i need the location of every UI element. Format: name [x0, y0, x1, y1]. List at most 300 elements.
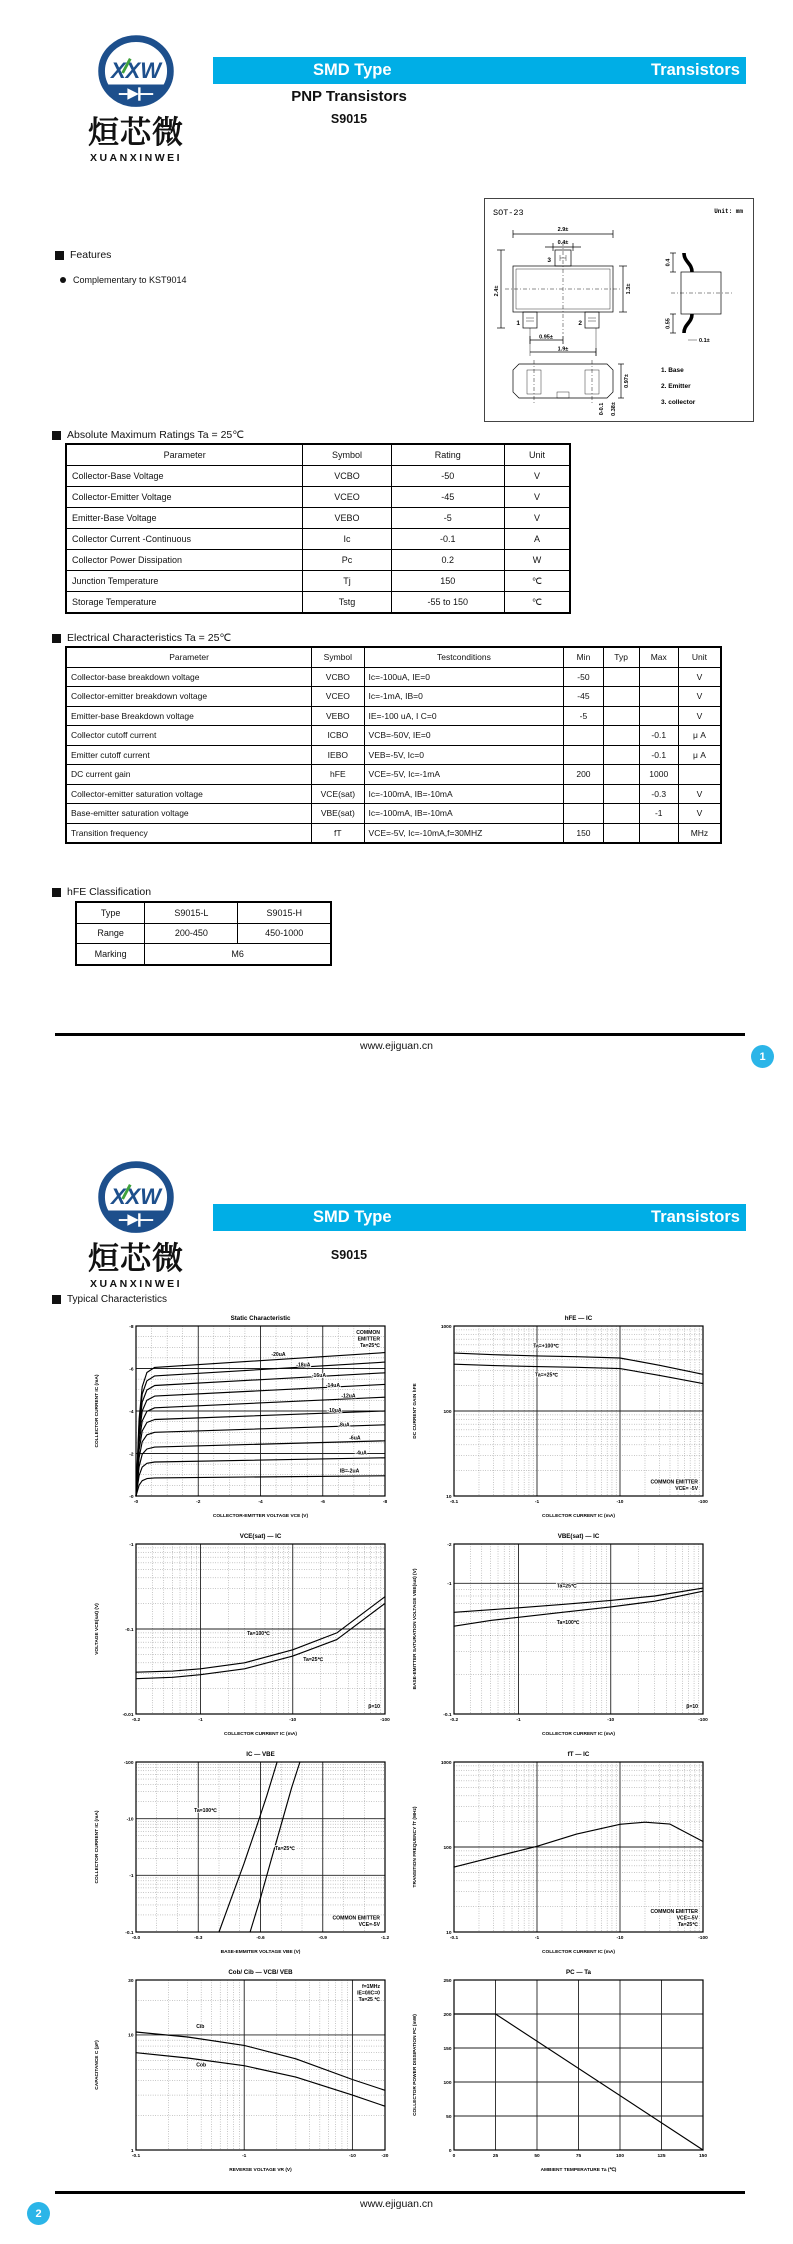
series-label: -20uA — [271, 1351, 286, 1358]
x-tick-label: -10 — [607, 1718, 615, 1723]
table-cell: Collector Power Dissipation — [66, 550, 303, 571]
series-label: Cob — [196, 2062, 207, 2069]
typical-characteristics-heading: Typical Characteristics — [52, 1294, 167, 1305]
chart-pc-vs-ta — [408, 1965, 713, 2181]
table-cell: VCE=-5V, Ic=-1mA — [364, 765, 564, 785]
y-axis-label: DC CURRENT GAIN hFE — [413, 1383, 418, 1439]
table-cell — [603, 823, 639, 843]
package-outline-box — [484, 198, 754, 422]
table-cell: 150 — [391, 571, 504, 592]
square-bullet-icon — [52, 1295, 61, 1304]
chart-note: IE=0/IC=0 — [357, 1990, 380, 1997]
y-tick-label: -0.1 — [125, 1627, 134, 1633]
table-row — [66, 823, 721, 843]
table-cell: VCE(sat) — [312, 784, 364, 804]
table-cell: -45 — [391, 487, 504, 508]
chart-title: fT — IC — [567, 1751, 590, 1758]
table-cell: Collector Current -Continuous — [66, 529, 303, 550]
table-cell: Ic — [303, 529, 391, 550]
x-tick-label: -0.9 — [318, 1936, 327, 1941]
absolute-maximum-ratings-table — [65, 443, 571, 614]
table-cell: Junction Temperature — [66, 571, 303, 592]
table-cell: Marking — [76, 944, 145, 965]
features-heading: Features — [55, 249, 111, 261]
abs-max-heading: Absolute Maximum Ratings Ta = 25℃ — [52, 429, 244, 441]
table-cell — [639, 823, 678, 843]
table-cell: V — [678, 784, 721, 804]
x-axis-label: COLLECTOR CURRENT IC (mA) — [542, 1732, 615, 1737]
brand-name-en: XUANXINWEI — [89, 152, 183, 164]
y-tick-label: -8 — [129, 1324, 134, 1330]
dim-standoff: 0-0.1 — [599, 402, 605, 416]
table-cell: Storage Temperature — [66, 592, 303, 614]
table-row — [66, 550, 570, 571]
table-cell: ℃ — [504, 571, 570, 592]
table-cell: Emitter cutoff current — [66, 745, 312, 765]
table-cell: Collector-Emitter Voltage — [66, 487, 303, 508]
chart-ic-vs-vbe — [90, 1747, 395, 1963]
x-tick-label: 125 — [657, 2154, 666, 2159]
x-axis-label: REVERSE VOLTAGE VR (V) — [229, 2168, 292, 2173]
pin-number-3: 3 — [547, 257, 551, 264]
table-cell: VEB=-5V, Ic=0 — [364, 745, 564, 765]
chart-title: Cob/ Cib — VCB/ VEB — [228, 1969, 293, 1976]
chart-note: COMMON — [356, 1330, 380, 1336]
table-row — [66, 592, 570, 614]
y-tick-label: -1 — [447, 1582, 452, 1588]
column-header: Max — [639, 647, 678, 667]
x-tick-label: -0.1 — [131, 2154, 141, 2159]
table-cell: V — [504, 487, 570, 508]
x-tick-label: 25 — [492, 2154, 499, 2159]
chart-note: EMITTER — [357, 1336, 380, 1343]
table-cell: -55 to 150 — [391, 592, 504, 614]
table-cell: Pc — [303, 550, 391, 571]
y-tick-label: -0.1 — [125, 1930, 134, 1936]
website-link[interactable]: www.ejiguan.cn — [360, 2198, 433, 2210]
x-tick-label: -0.6 — [256, 1936, 265, 1941]
table-cell — [603, 765, 639, 785]
series-label: -14uA — [325, 1383, 341, 1390]
table-cell: Emitter-base Breakdown voltage — [66, 706, 312, 726]
table-row — [66, 726, 721, 746]
table-cell: IEBO — [312, 745, 364, 765]
table-cell — [564, 726, 603, 746]
pin-number-1: 1 — [516, 320, 520, 327]
series-label: -8uA — [338, 1422, 350, 1429]
dim-span: 1.9± — [557, 346, 569, 353]
x-tick-label: -1 — [534, 1500, 540, 1505]
x-axis-label: COLLECTOR CURRENT IC (mA) — [224, 1732, 297, 1737]
x-tick-label: -0.2 — [449, 1718, 459, 1723]
table-row — [76, 923, 331, 944]
x-tick-label: -1.2 — [380, 1936, 390, 1941]
table-cell: V — [678, 687, 721, 707]
chart-title: Static Characteristic — [230, 1315, 291, 1322]
column-header: Unit — [678, 647, 721, 667]
x-tick-label: -10 — [348, 2154, 356, 2159]
square-bullet-icon — [52, 431, 61, 440]
banner-transistors: Transistors — [651, 1208, 740, 1226]
y-axis-label: BASE-EMITTER SATURATION VOLTAGE VBE(sat) (V) — [413, 1568, 418, 1690]
table-row — [66, 784, 721, 804]
y-tick-label: -0 — [129, 1494, 134, 1500]
website-link[interactable]: www.ejiguan.cn — [360, 1040, 433, 1052]
table-cell: Ic=-100mA, IB=-10mA — [364, 804, 564, 824]
brand-name-en: XUANXINWEI — [89, 1278, 183, 1290]
series-Ta=+100C — [454, 1353, 703, 1374]
dim-body-width: 2.9± — [557, 227, 569, 233]
table-cell: Collector-base breakdown voltage — [66, 667, 312, 687]
series-label: -10uA — [327, 1408, 342, 1415]
table-cell: V — [504, 508, 570, 529]
x-axis-label: COLLECTOR-EMITTER VOLTAGE VCE (V) — [212, 1514, 309, 1519]
table-cell: 0.2 — [391, 550, 504, 571]
page-number-badge: 1 — [751, 1045, 774, 1068]
y-axis-label: CAPACITANCE C (pF) — [95, 2040, 100, 2090]
y-tick-label: -1 — [129, 1874, 134, 1880]
doc-subtitle: PNP Transistors — [291, 88, 407, 105]
table-row — [66, 466, 570, 487]
chart-vbe-sat-vs-ic — [408, 1529, 713, 1745]
banner-smd-type: SMD Type — [313, 1208, 392, 1226]
x-tick-label: 150 — [698, 2154, 708, 2159]
y-tick-label: -1 — [129, 1542, 134, 1548]
table-cell: Type — [76, 902, 145, 923]
column-header: Unit — [504, 444, 570, 466]
x-tick-label: -0.1 — [449, 1500, 459, 1505]
table-cell: V — [678, 804, 721, 824]
table-cell: μ A — [678, 726, 721, 746]
chart-note: β=10 — [686, 1704, 698, 1710]
table-cell: W — [504, 550, 570, 571]
table-cell: V — [678, 706, 721, 726]
x-tick-label: -0 — [133, 1500, 139, 1505]
table-cell: -45 — [564, 687, 603, 707]
chart-note: β=10 — [368, 1704, 380, 1710]
x-tick-label: -10 — [616, 1936, 624, 1941]
table-row — [66, 508, 570, 529]
x-tick-label: 100 — [615, 2154, 625, 2159]
series-label: -6uA — [349, 1435, 361, 1442]
table-cell — [603, 667, 639, 687]
column-header: Symbol — [312, 647, 364, 667]
square-bullet-icon — [55, 251, 64, 260]
table-cell: Ic=-100uA, IE=0 — [364, 667, 564, 687]
table-cell: Ic=-1mA, IB=0 — [364, 687, 564, 707]
table-row — [66, 765, 721, 785]
part-number: S9015 — [330, 112, 368, 126]
hfe-classification-table — [75, 901, 332, 966]
y-tick-label: -0.1 — [443, 1712, 452, 1718]
table-cell: V — [504, 466, 570, 487]
table-row — [66, 571, 570, 592]
x-tick-label: -100 — [698, 1500, 708, 1505]
brand-name-cn: 烜芯微 — [88, 1241, 184, 1277]
table-cell: Collector-emitter saturation voltage — [66, 784, 312, 804]
x-tick-label: -0.0 — [131, 1936, 141, 1941]
y-tick-label: -2 — [129, 1452, 134, 1458]
table-cell — [603, 804, 639, 824]
table-cell: -50 — [391, 466, 504, 487]
series-label: Ta=100℃ — [247, 1630, 270, 1637]
table-cell: -50 — [564, 667, 603, 687]
package-name: SOT-23 — [493, 208, 524, 218]
y-tick-label: 50 — [446, 2114, 452, 2120]
table-cell: Collector-Base Voltage — [66, 466, 303, 487]
y-tick-label: 10 — [446, 1494, 452, 1500]
series-label: Ta=25℃ — [303, 1657, 324, 1664]
series-label: Ta=+25℃ — [535, 1372, 559, 1379]
page-number-badge: 2 — [27, 2202, 50, 2225]
y-tick-label: 200 — [443, 2012, 452, 2018]
column-header: Rating — [391, 444, 504, 466]
table-cell: Tstg — [303, 592, 391, 614]
chart-note: Ta=25℃ — [360, 1342, 380, 1349]
table-cell: 450-1000 — [238, 923, 331, 944]
y-tick-label: 1 — [130, 2148, 134, 2154]
x-tick-label: -1 — [534, 1936, 540, 1941]
table-cell: Transition frequency — [66, 823, 312, 843]
package-unit: Unit: mm — [714, 208, 743, 215]
package-drawing — [485, 199, 753, 421]
series-label: IB=-2uA — [339, 1468, 360, 1475]
table-cell — [564, 804, 603, 824]
banner-transistors: Transistors — [651, 61, 740, 79]
x-tick-label: -0.3 — [194, 1936, 203, 1941]
x-tick-label: -4 — [258, 1500, 263, 1505]
table-cell: VCE=-5V, Ic=-10mA,f=30MHZ — [364, 823, 564, 843]
y-tick-label: 100 — [443, 2080, 452, 2086]
x-tick-label: -2 — [196, 1500, 201, 1505]
table-cell: ℃ — [504, 592, 570, 614]
x-tick-label: -10 — [616, 1500, 624, 1505]
x-tick-label: -1 — [242, 2154, 247, 2159]
y-axis-label: COLLECTOR CURRENT IC (mA) — [95, 1810, 100, 1884]
table-cell: A — [504, 529, 570, 550]
series-Ta=100C — [219, 1762, 277, 1932]
square-bullet-icon — [52, 888, 61, 897]
chart-capacitance-vs-reverse-voltage — [90, 1965, 395, 2181]
table-cell: Base-emitter saturation voltage — [66, 804, 312, 824]
x-tick-label: -0.1 — [449, 1936, 459, 1941]
brand-logo — [76, 34, 196, 164]
chart-note: VCE=-5V — [676, 1915, 698, 1922]
x-tick-label: -1 — [516, 1718, 521, 1723]
x-tick-label: -1 — [198, 1718, 203, 1723]
pin-number-2: 2 — [578, 320, 582, 327]
logo-mark-text: XXW — [110, 57, 162, 83]
column-header: Min — [564, 647, 603, 667]
table-cell: DC current gain — [66, 765, 312, 785]
table-cell: VCBO — [312, 667, 364, 687]
x-tick-label: -6 — [320, 1500, 325, 1505]
table-cell — [603, 726, 639, 746]
chart-title: VBE(sat) — IC — [557, 1533, 600, 1540]
chart-note: COMMON EMITTER — [650, 1909, 698, 1916]
y-tick-label: 150 — [443, 2046, 452, 2052]
table-cell: V — [678, 667, 721, 687]
chart-note: COMMON EMITTER — [650, 1479, 698, 1486]
x-tick-label: -100 — [380, 1718, 390, 1723]
table-row — [76, 902, 331, 923]
y-axis-label: VOLTAGE VCE(sat) (V) — [95, 1603, 100, 1655]
footer-rule — [55, 1033, 745, 1036]
table-cell: VBE(sat) — [312, 804, 364, 824]
series-label: Ta=100℃ — [194, 1808, 217, 1815]
table-cell — [678, 765, 721, 785]
y-tick-label: 100 — [443, 1845, 452, 1851]
footer-rule — [55, 2191, 745, 2194]
y-tick-label: -4 — [129, 1409, 134, 1415]
table-cell: -5 — [391, 508, 504, 529]
table-cell — [639, 706, 678, 726]
hfe-classification-heading: hFE Classification — [52, 886, 151, 898]
table-row — [66, 706, 721, 726]
square-bullet-icon — [52, 634, 61, 643]
y-tick-label: 250 — [443, 1978, 452, 1984]
chart-note: VCE= -5V — [675, 1486, 698, 1492]
part-number: S9015 — [330, 1248, 368, 1262]
dim-lead-width: 0.38± — [611, 402, 617, 416]
table-cell — [639, 667, 678, 687]
dim-lead-bottom: 0.55 — [665, 318, 672, 329]
electrical-characteristics-table — [65, 646, 722, 844]
chart-static-characteristic — [90, 1311, 395, 1527]
y-tick-label: 1000 — [440, 1760, 452, 1766]
table-cell: VCEO — [303, 487, 391, 508]
x-axis-label: AMBIENT TEMPERATURE Ta (℃) — [540, 2168, 617, 2173]
table-cell: -0.3 — [639, 784, 678, 804]
chart-title: PC — Ta — [566, 1969, 591, 1976]
dim-tab-width: 0.4± — [557, 240, 569, 246]
series-label: -4uA — [355, 1450, 367, 1457]
y-tick-label: -0.01 — [122, 1712, 134, 1718]
table-cell: fT — [312, 823, 364, 843]
table-cell: Collector-emitter breakdown voltage — [66, 687, 312, 707]
table-cell: Emitter-Base Voltage — [66, 508, 303, 529]
table-header-row — [66, 444, 570, 466]
table-cell — [639, 687, 678, 707]
table-cell: -0.1 — [639, 745, 678, 765]
table-cell: ICBO — [312, 726, 364, 746]
table-cell: μ A — [678, 745, 721, 765]
y-tick-label: 10 — [446, 1930, 452, 1936]
chart-note: COMMON EMITTER — [332, 1915, 380, 1922]
brand-logo-icon — [93, 1160, 179, 1238]
x-tick-label: 75 — [575, 2154, 582, 2159]
series-label: Ta=100℃ — [556, 1619, 580, 1626]
table-row — [76, 944, 331, 965]
table-cell — [603, 687, 639, 707]
x-axis-label: BASE-EMMITER VOLTAGE VBE (V) — [220, 1950, 301, 1955]
chart-note: VCE=-5V — [358, 1922, 380, 1928]
series-Ta=25C — [454, 1588, 703, 1612]
pin-legend-emitter: 2. Emitter — [661, 383, 691, 390]
series-label: Ta=25℃ — [275, 1845, 295, 1852]
table-cell: 200 — [564, 765, 603, 785]
x-tick-label: -100 — [698, 1718, 708, 1723]
y-tick-label: 10 — [128, 2033, 134, 2039]
table-cell: S9015-L — [145, 902, 238, 923]
table-cell: 200-450 — [145, 923, 238, 944]
chart-note: Ta=25℃ — [678, 1922, 698, 1928]
brand-name-cn: 烜芯微 — [88, 115, 184, 151]
y-tick-label: -6 — [129, 1367, 134, 1373]
table-row — [66, 745, 721, 765]
series-Ta=25C — [136, 1603, 385, 1678]
x-tick-label: 0 — [452, 2154, 456, 2159]
column-header: Testconditions — [364, 647, 564, 667]
table-header-row — [66, 647, 721, 667]
y-tick-label: -100 — [123, 1760, 134, 1766]
table-cell — [603, 745, 639, 765]
series-label: Cib — [196, 2023, 205, 2030]
x-tick-label: 50 — [534, 2154, 540, 2159]
series-label: -16uA — [311, 1373, 327, 1379]
chart-title: hFE — IC — [564, 1315, 593, 1322]
table-cell: M6 — [145, 944, 331, 965]
table-cell: VCEO — [312, 687, 364, 707]
x-axis-label: COLLECTOR CURRENT IC (mA) — [542, 1514, 615, 1519]
table-cell: Tj — [303, 571, 391, 592]
column-header: Parameter — [66, 647, 312, 667]
table-row — [66, 687, 721, 707]
table-cell: 1000 — [639, 765, 678, 785]
table-cell: MHz — [678, 823, 721, 843]
y-axis-label: COLLECTOR CURRENT IC (mA) — [95, 1374, 100, 1448]
x-tick-label: -8 — [382, 1500, 388, 1505]
y-tick-label: 30 — [128, 1978, 134, 1984]
table-cell: VEBO — [312, 706, 364, 726]
header-banner — [213, 57, 746, 84]
table-cell: Range — [76, 923, 145, 944]
column-header: Symbol — [303, 444, 391, 466]
table-cell: -1 — [639, 804, 678, 824]
table-cell — [603, 784, 639, 804]
table-cell: Collector cutoff current — [66, 726, 312, 746]
brand-logo-icon — [93, 34, 179, 112]
dim-height: 0.97± — [624, 374, 630, 388]
brand-logo — [76, 1160, 196, 1290]
table-cell: -5 — [564, 706, 603, 726]
x-tick-label: -10 — [289, 1718, 297, 1723]
y-tick-label: -10 — [126, 1817, 134, 1823]
table-cell: S9015-H — [238, 902, 331, 923]
table-cell: -0.1 — [391, 529, 504, 550]
logo-mark-text: XXW — [110, 1183, 162, 1209]
table-row — [66, 529, 570, 550]
series-label: -18uA — [296, 1362, 311, 1369]
table-cell — [564, 784, 603, 804]
banner-smd-type: SMD Type — [313, 61, 392, 79]
dim-body-height: 1.3± — [626, 283, 632, 295]
x-axis-label: COLLECTOR CURRENT IC (mA) — [542, 1950, 615, 1955]
dim-pitch: 0.95± — [539, 334, 553, 341]
table-row — [66, 804, 721, 824]
table-cell — [603, 706, 639, 726]
y-tick-label: -2 — [447, 1542, 452, 1548]
chart-ft-vs-ic — [408, 1747, 713, 1963]
chart-hfe-vs-ic — [408, 1311, 713, 1527]
y-tick-label: 1000 — [440, 1324, 452, 1330]
column-header: Parameter — [66, 444, 303, 466]
chart-note: Ta=25 ℃ — [358, 1996, 380, 2003]
table-cell: IE=-100 uA, I C=0 — [364, 706, 564, 726]
table-cell: VCBO — [303, 466, 391, 487]
table-cell: hFE — [312, 765, 364, 785]
chart-note: f=1MHz — [362, 1984, 380, 1990]
